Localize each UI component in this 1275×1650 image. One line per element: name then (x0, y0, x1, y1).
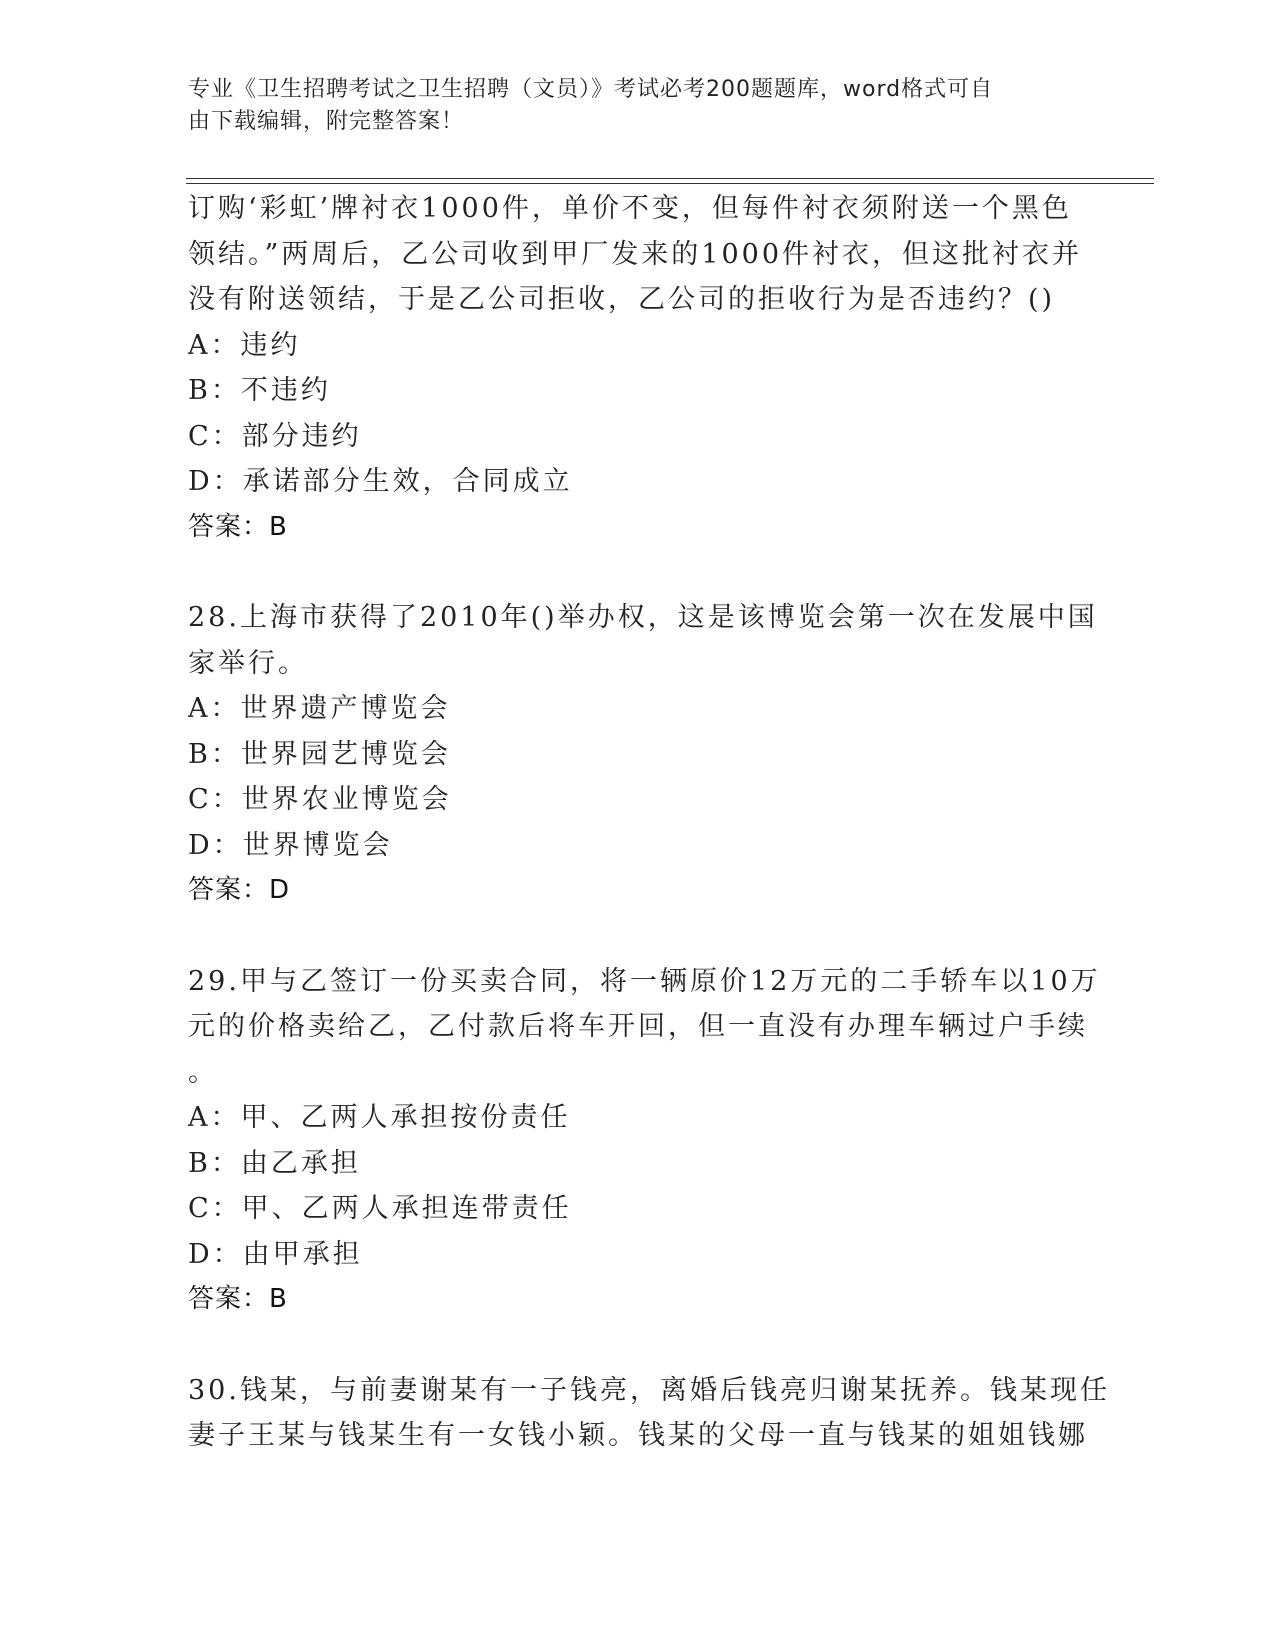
question-text-line: 28.上海市获得了2010年()举办权，这是该博览会第一次在发展中国 (188, 602, 1098, 633)
question-spacer (188, 550, 1088, 595)
question-text-line: 妻子王某与钱某生有一女钱小颖。钱某的父母一直与钱某的姐姐钱娜 (188, 1420, 1088, 1451)
answer-line: 答案：D (188, 875, 291, 905)
question-text-line: 没有附送领结，于是乙公司拒收，乙公司的拒收行为是否违约？() (188, 284, 1056, 315)
option-a: A：世界遗产博览会 (188, 693, 451, 724)
question-27 (188, 186, 1088, 550)
header-title-line-2: 由下载编辑，附完整答案！ (188, 109, 465, 134)
question-text-line: 订购‘彩虹’牌衬衣1000件，单价不变，但每件衬衣须附送一个黑色 (188, 193, 1072, 224)
option-b: B：世界园艺博览会 (188, 738, 451, 770)
question-spacer (188, 1323, 1088, 1368)
option-d: D：承诺部分生效，合同成立 (188, 466, 573, 497)
question-29 (188, 959, 1101, 1323)
header-title-line-1: 专业《卫生招聘考试之卫生招聘（文员）》考试必考200题题库，word格式可自 (188, 77, 994, 102)
question-text-line: 元的价格卖给乙，乙付款后将车开回，但一直没有办理车辆过户手续 (188, 1011, 1088, 1042)
option-a: A：违约 (188, 329, 301, 361)
question-text-line: 。 (188, 1056, 218, 1088)
answer-line: 答案：B (188, 1284, 288, 1314)
page-header (188, 74, 1068, 138)
question-text-line: 29.甲与乙签订一份买卖合同，将一辆原价12万元的二手轿车以10万 (188, 965, 1101, 997)
option-d: D：由甲承担 (188, 1238, 363, 1270)
question-30 (188, 1368, 1110, 1459)
header-divider (186, 178, 1154, 184)
option-b: B：由乙承担 (188, 1147, 361, 1179)
question-list (188, 186, 1110, 1459)
question-text-line: 领结。”两周后，乙公司收到甲厂发来的1000件衬衣，但这批衬衣并 (188, 238, 1083, 270)
option-c: C：部分违约 (188, 420, 362, 452)
question-28 (188, 595, 1098, 914)
option-c: C：世界农业博览会 (188, 784, 452, 815)
answer-line: 答案：B (188, 511, 288, 542)
question-text-line: 30.钱某，与前妻谢某有一子钱亮，离婚后钱亮归谢某抚养。钱某现任 (188, 1374, 1110, 1406)
option-c: C：甲、乙两人承担连带责任 (188, 1193, 572, 1224)
option-d: D：世界博览会 (188, 829, 393, 861)
question-spacer (188, 914, 1088, 959)
option-a: A：甲、乙两人承担按份责任 (188, 1102, 571, 1133)
question-text-line: 家举行。 (188, 647, 308, 679)
option-b: B：不违约 (188, 375, 331, 406)
